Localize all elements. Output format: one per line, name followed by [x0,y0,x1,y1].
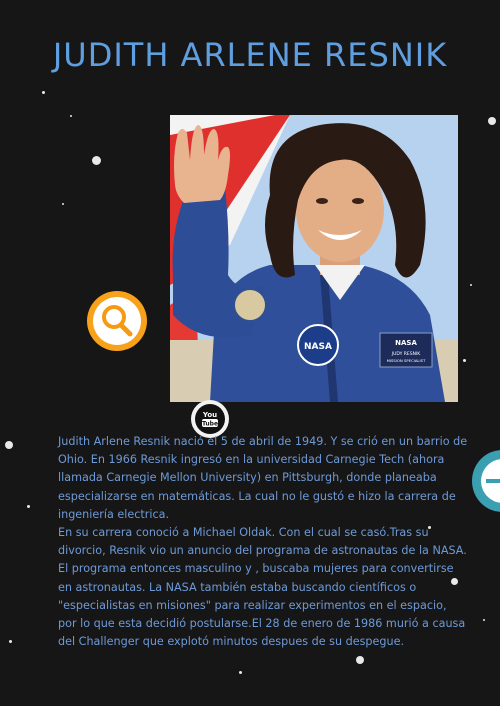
nametag-role: MISSION SPECIALIST [386,358,426,363]
astronaut-photo [170,115,458,402]
star [483,619,485,621]
search-button[interactable] [85,289,149,353]
star [42,91,45,94]
page-title: JUDITH ARLENE RESNIK [52,36,448,74]
side-nav-button[interactable] [472,450,500,512]
youtube-label-bottom: Tube [201,420,219,428]
biography-text [58,433,468,651]
paragraph-2: En su carrera conoció a Michael Oldak. Con el cual se casó.Tras su divorcio, Resnik vio un anuncio del programa de astronautas de la NASA. El programa entonces masculino y , buscaba mujeres para convertirse en astronautas. La NASA también estaba buscando científicos o "especialistas en misiones" para realizar experimentos en el espacio, por lo que esta decidió postularse.El 28 de enero de 1986 murió a causa del Challenger que explotó minutos despues de su despegue. [58,526,467,649]
star [356,656,364,664]
star [92,156,101,165]
star [239,671,242,674]
magnifier-icon [85,289,149,353]
star [488,117,496,125]
star [70,115,72,117]
star [463,359,466,362]
astronaut-illustration [170,115,458,402]
paragraph-1: Judith Arlene Resnik nació el 5 de abril de 1949. Y se crió en un barrio de Ohio. En 1966 Resnik ingresó en la universidad Carnegie Tech (ahora llamada Carnegie Mellon University) en Pittsburgh, donde planeaba especializarse en matemáticas. La cual no le gustó e hizo la carrera de ingeniería electrica. [58,435,468,521]
nametag-top: NASA [395,339,417,347]
youtube-label-top: You [202,411,218,419]
star [9,640,12,643]
nametag-name: JUDY RESNIK [391,352,421,357]
star [27,505,30,508]
star [62,203,64,205]
star [5,441,13,449]
star [470,284,472,286]
minus-icon [472,450,500,512]
nasa-patch-label: NASA [304,342,332,352]
